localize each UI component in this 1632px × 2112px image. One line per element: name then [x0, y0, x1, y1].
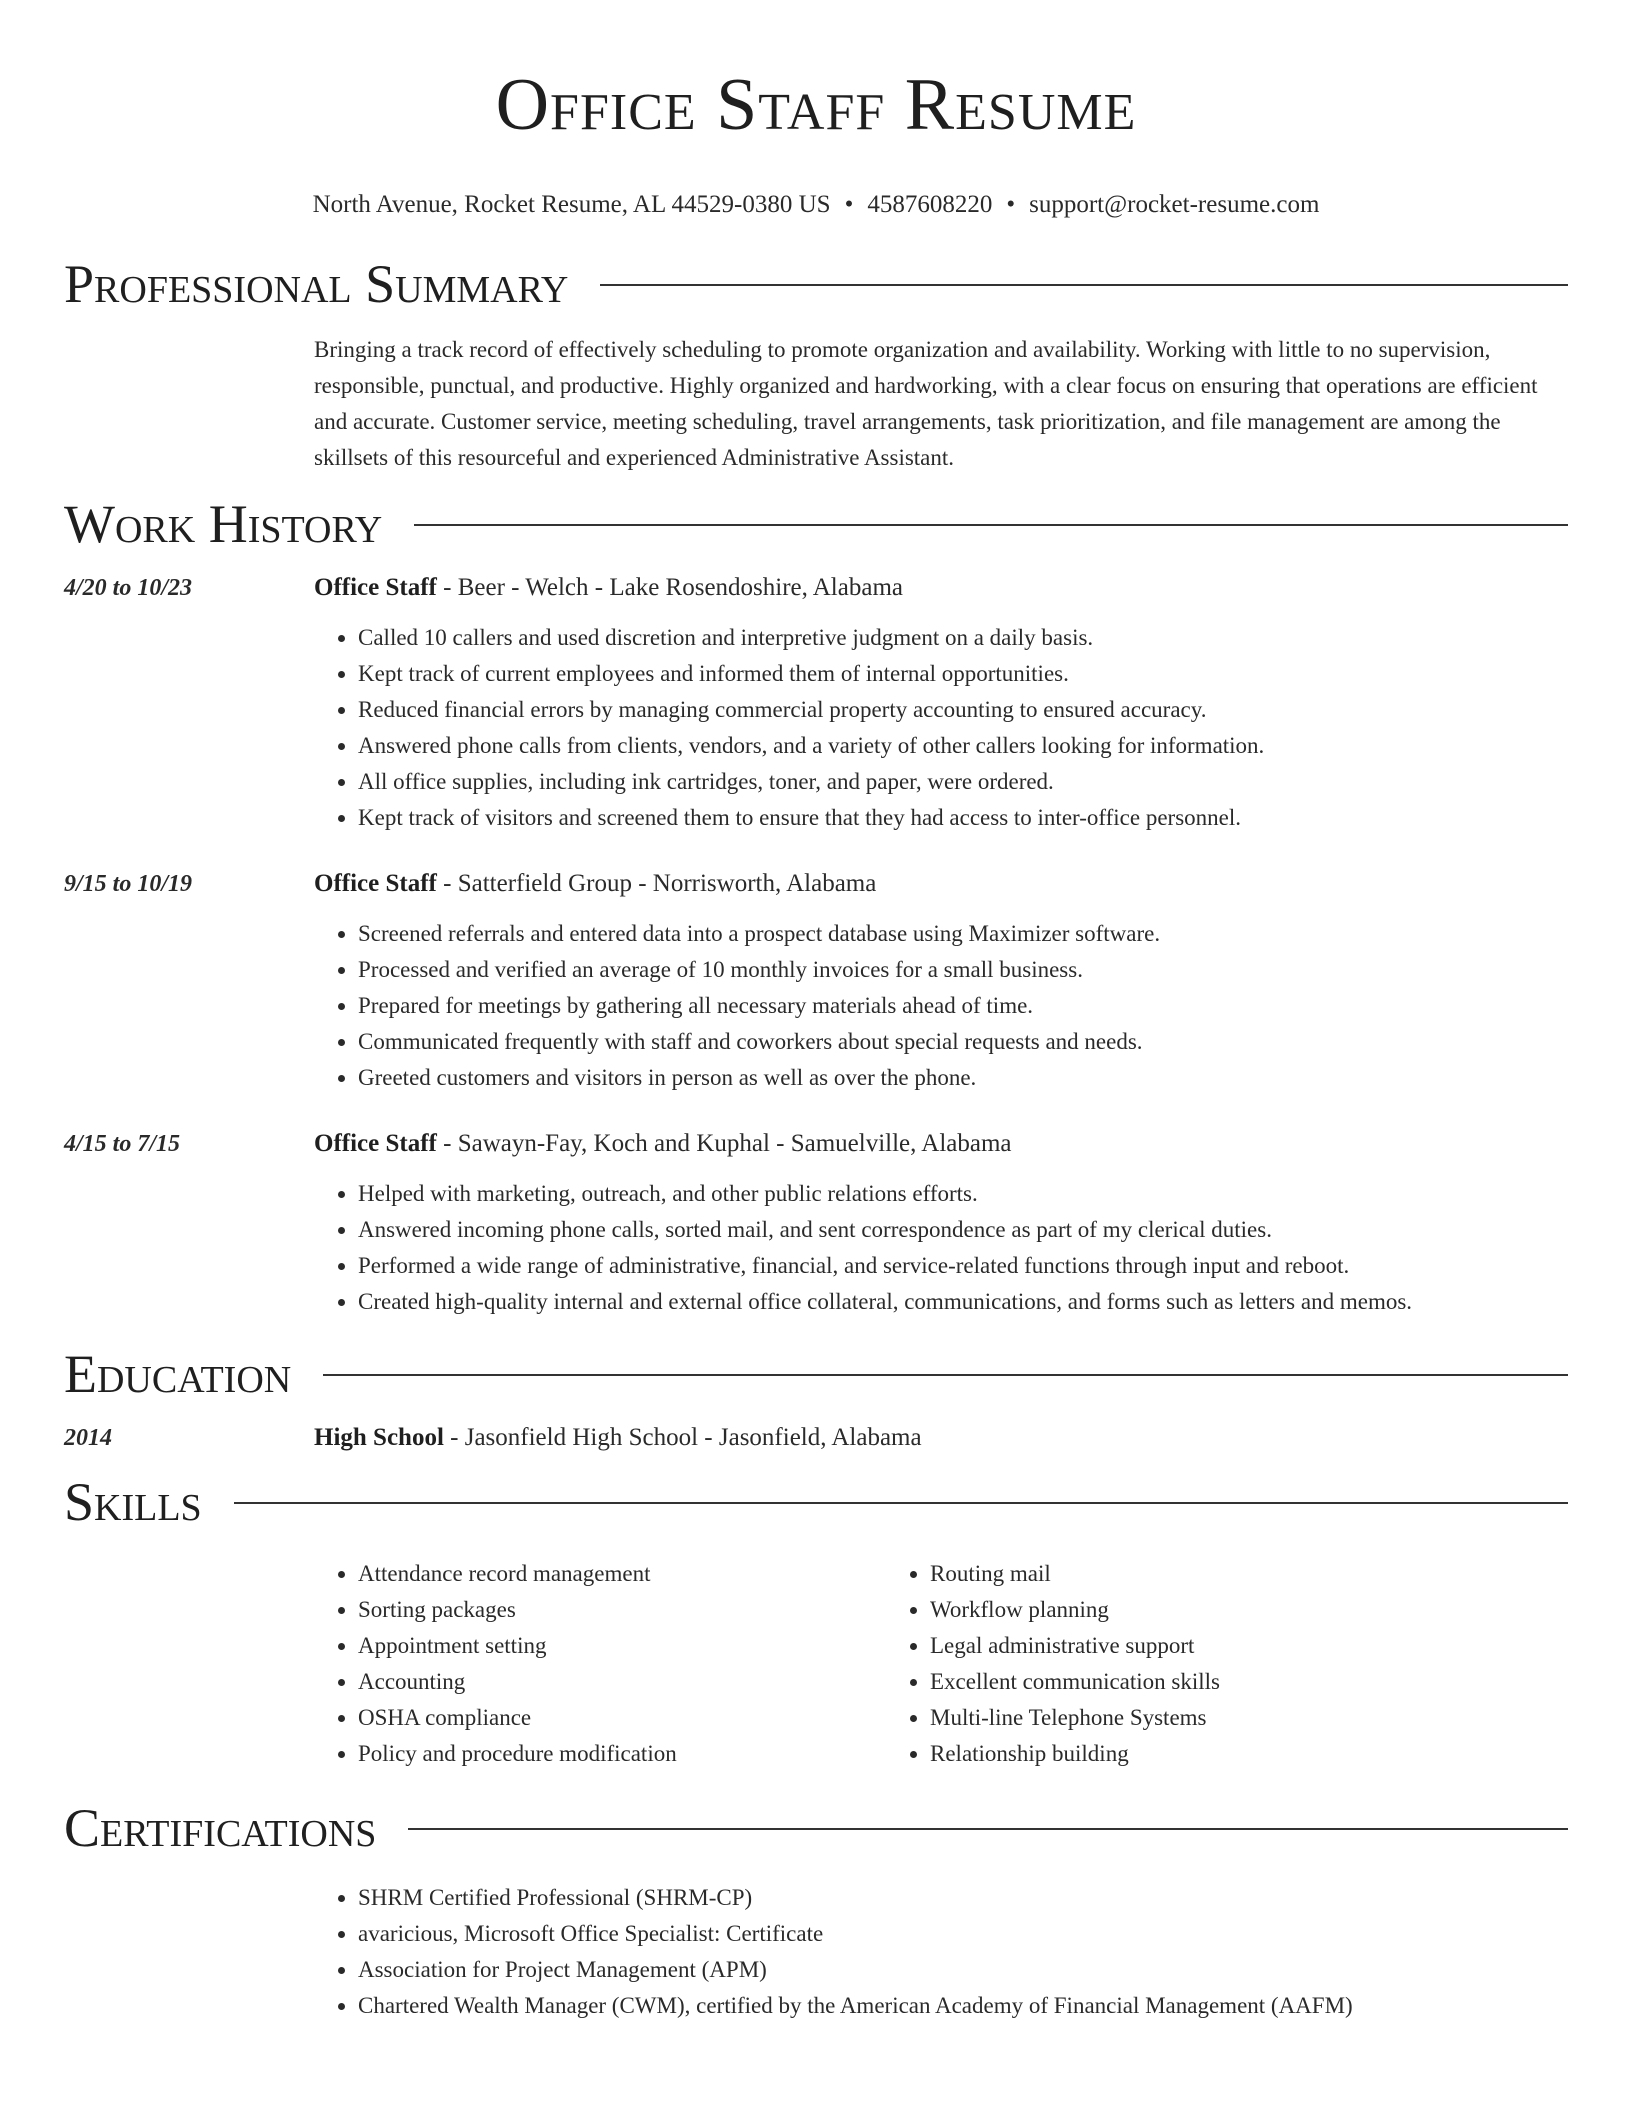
job-entry [64, 868, 1568, 1096]
education-year: 2014 [64, 1425, 112, 1451]
list-item: • Screened referrals and entered data into a prospect database using Maximizer software. [358, 916, 1568, 952]
summary-section-header [64, 254, 1568, 314]
education-details: - Jasonfield High School - Jasonfield, Alabama [443, 1424, 922, 1451]
skill-item: • OSHA compliance [358, 1700, 886, 1736]
certifications-list [314, 1880, 1568, 2024]
certification-item: • Association for Project Management (APM) [358, 1952, 1568, 1988]
contact-line [64, 190, 1568, 220]
section-divider [408, 1828, 1568, 1830]
work-section-header [64, 494, 1568, 554]
job-entry [64, 1128, 1568, 1320]
job-details: - Satterfield Group - Norrisworth, Alabama [436, 870, 877, 897]
job-dates: 4/20 to 10/23 [64, 575, 193, 601]
certification-item: • Chartered Wealth Manager (CWM), certified by the American Academy of Financial Management (AAFM) [358, 1988, 1568, 2024]
skill-item: • Attendance record management [358, 1556, 886, 1592]
skill-item: • Relationship building [930, 1736, 1458, 1772]
education-entry [64, 1422, 1568, 1454]
education-line [314, 1422, 922, 1454]
list-item: • Greeted customers and visitors in person as well as over the phone. [358, 1060, 1568, 1096]
list-item: • Processed and verified an average of 10 monthly invoices for a small business. [358, 952, 1568, 988]
list-item: • Prepared for meetings by gathering all necessary materials ahead of time. [358, 988, 1568, 1024]
skill-item: • Workflow planning [930, 1592, 1458, 1628]
resume-title: Office Staff Resume [495, 64, 1137, 146]
contact-separator: • [1006, 191, 1016, 218]
skills-heading: Skills [64, 1472, 202, 1532]
job-entry [64, 572, 1568, 836]
contact-address: North Avenue, Rocket Resume, AL 44529-0380 US [312, 191, 831, 218]
list-item: • Kept track of current employees and informed them of internal opportunities. [358, 656, 1568, 692]
list-item: • Created high-quality internal and external office collateral, communications, and forms such as letters and memos. [358, 1284, 1568, 1320]
certification-item: • avaricious, Microsoft Office Specialist: Certificate [358, 1916, 1568, 1952]
certification-item: • SHRM Certified Professional (SHRM-CP) [358, 1880, 1568, 1916]
contact-email: support@rocket-resume.com [1029, 191, 1320, 218]
list-item: • Reduced financial errors by managing commercial property accounting to ensured accuracy. [358, 692, 1568, 728]
contact-separator: • [844, 191, 854, 218]
skill-item: • Legal administrative support [930, 1628, 1458, 1664]
summary-text: Bringing a track record of effectively scheduling to promote organization and availability. Working with little to no supervision, responsible, punctual, and productive. Highly organized and hardworking, with a clear focus on ensuring that operations are efficient and accurate. Customer service, meeting scheduling, travel arrangements, task prioritization, and file management are among the skillsets of this resourceful and experienced Administrative Assistant. [314, 337, 1538, 470]
job-details: - Sawayn-Fay, Koch and Kuphal - Samuelville, Alabama [436, 1130, 1012, 1157]
list-item: • Called 10 callers and used discretion and interpretive judgment on a daily basis. [358, 620, 1568, 656]
skills-section-header [64, 1472, 1568, 1532]
skill-item: • Excellent communication skills [930, 1664, 1458, 1700]
skill-item: • Sorting packages [358, 1592, 886, 1628]
job-dates: 9/15 to 10/19 [64, 871, 193, 897]
section-divider [600, 284, 1568, 286]
summary-heading: Professional Summary [64, 254, 569, 314]
job-bullets [314, 1176, 1568, 1320]
job-dates: 4/15 to 7/15 [64, 1131, 181, 1157]
list-item: • Kept track of visitors and screened them to ensure that they had access to inter-office personnel. [358, 800, 1568, 836]
skills-left-column [314, 1556, 886, 1772]
education-degree: High School [314, 1424, 444, 1451]
skills-grid [314, 1556, 1568, 1772]
contact-phone: 4587608220 [867, 191, 993, 218]
education-heading: Education [64, 1344, 292, 1404]
job-role-line [314, 572, 903, 604]
certifications-section-header [64, 1798, 1568, 1858]
section-divider [234, 1502, 1568, 1504]
education-section-header [64, 1344, 1568, 1404]
job-role-line [314, 1128, 1012, 1160]
list-item: • Communicated frequently with staff and coworkers about special requests and needs. [358, 1024, 1568, 1060]
section-divider [323, 1374, 1568, 1376]
skill-item: • Accounting [358, 1664, 886, 1700]
section-divider [414, 524, 1568, 526]
skill-item: • Policy and procedure modification [358, 1736, 886, 1772]
list-item: • Performed a wide range of administrative, financial, and service-related functions through input and reboot. [358, 1248, 1568, 1284]
certifications-heading: Certifications [64, 1798, 377, 1858]
list-item: • Answered phone calls from clients, vendors, and a variety of other callers looking for information. [358, 728, 1568, 764]
job-bullets [314, 620, 1568, 836]
skill-item: • Multi-line Telephone Systems [930, 1700, 1458, 1736]
job-details: - Beer - Welch - Lake Rosendoshire, Alabama [436, 574, 903, 601]
list-item: • Answered incoming phone calls, sorted mail, and sent correspondence as part of my clerical duties. [358, 1212, 1568, 1248]
skill-item: • Appointment setting [358, 1628, 886, 1664]
job-title: Office Staff [314, 574, 437, 601]
job-title: Office Staff [314, 870, 437, 897]
skill-item: • Routing mail [930, 1556, 1458, 1592]
skills-right-column [886, 1556, 1458, 1772]
list-item: • Helped with marketing, outreach, and other public relations efforts. [358, 1176, 1568, 1212]
job-title: Office Staff [314, 1130, 437, 1157]
work-heading: Work History [64, 494, 383, 554]
list-item: • All office supplies, including ink cartridges, toner, and paper, were ordered. [358, 764, 1568, 800]
job-role-line [314, 868, 876, 900]
job-bullets [314, 916, 1568, 1096]
